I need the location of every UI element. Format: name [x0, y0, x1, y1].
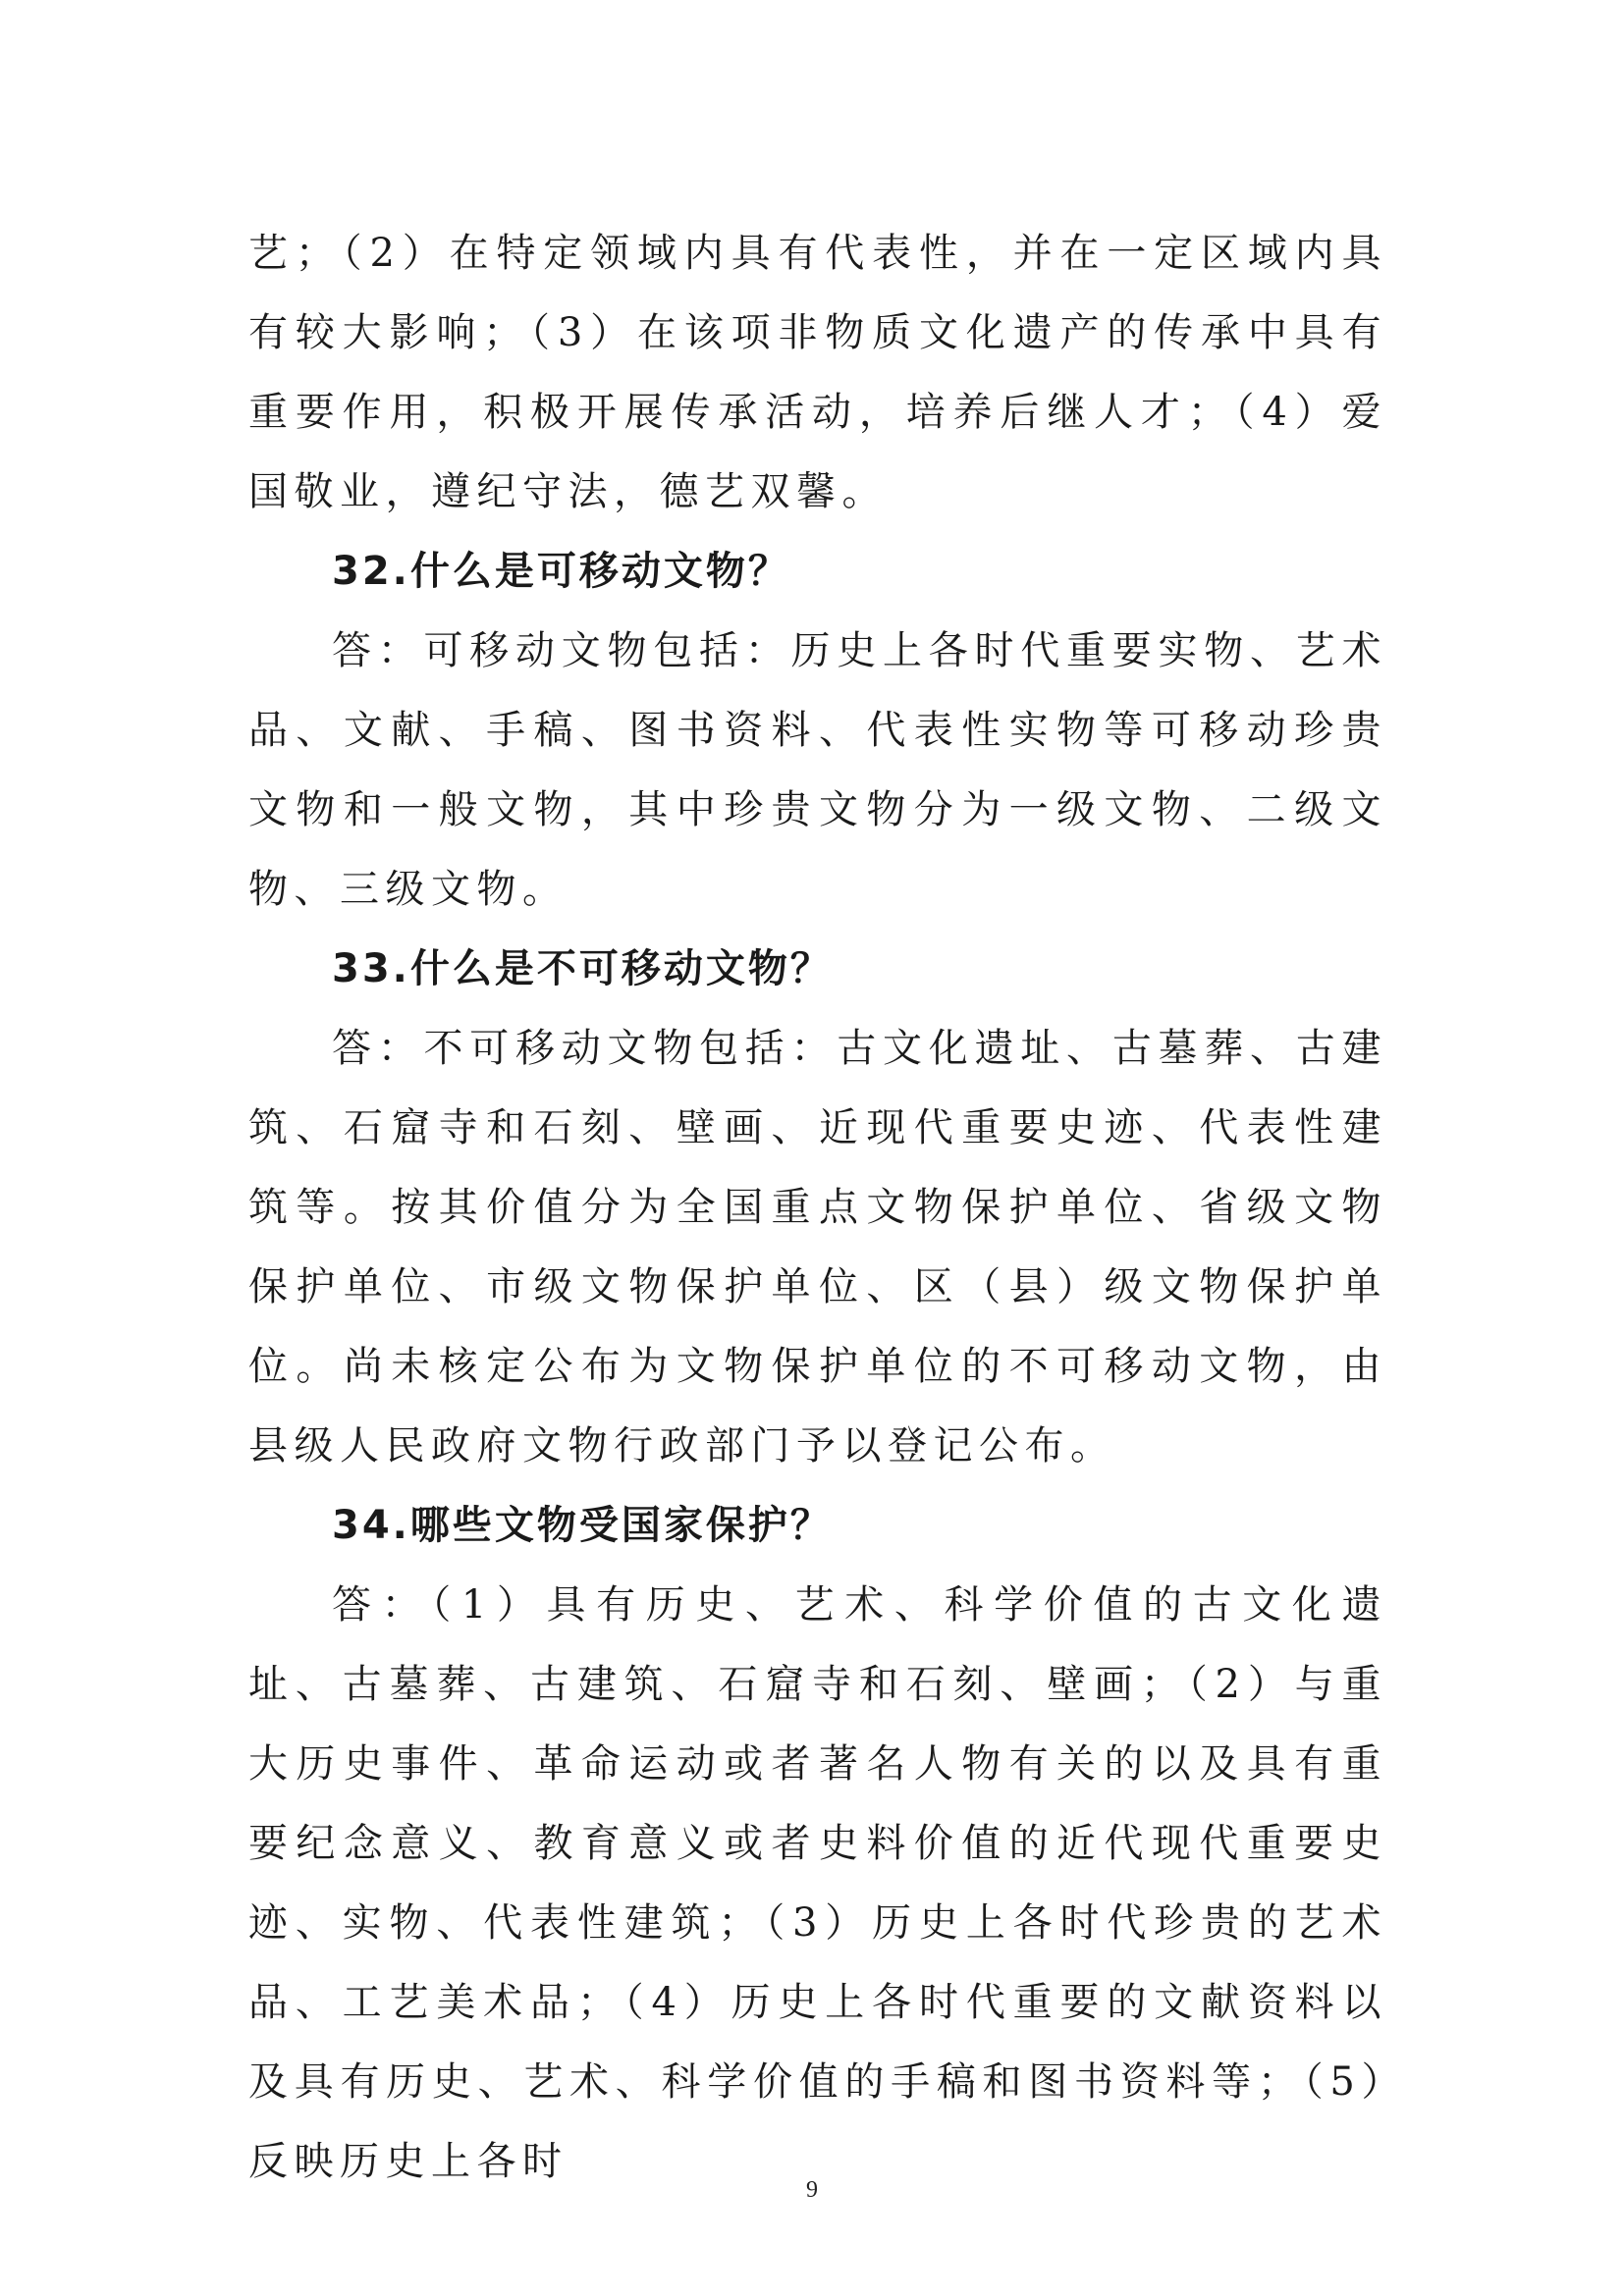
question-heading-34: 34.哪些文物受国家保护？	[332, 1503, 833, 1548]
question-heading-32: 32.什么是可移动文物？	[332, 549, 790, 594]
document-body	[248, 214, 1387, 2202]
question-heading-33: 33.什么是不可移动文物？	[332, 946, 833, 991]
answer-paragraph-34: 答：（1）具有历史、艺术、科学价值的古文化遗址、古墓葬、古建筑、石窟寺和石刻、壁画；（2）与重大历史事件、革命运动或者著名人物有关的以及具有重要纪念意义、教育意义或者史料价值的近代现代重要史迹、实物、代表性建筑；（3）历史上各时代珍贵的艺术品、工艺美术品；（4）历史上各时代重要的文献资料以及具有历史、艺术、科学价值的手稿和图书资料等；（5）反映历史上各时	[248, 1582, 1387, 2184]
page-number: 9	[806, 2177, 818, 2203]
answer-paragraph-32: 答：可移动文物包括：历史上各时代重要实物、艺术品、文献、手稿、图书资料、代表性实物等可移动珍贵文物和一般文物，其中珍贵文物分为一级文物、二级文物、三级文物。	[248, 628, 1387, 912]
answer-paragraph-33: 答：不可移动文物包括：古文化遗址、古墓葬、古建筑、石窟寺和石刻、壁画、近现代重要史迹、代表性建筑等。按其价值分为全国重点文物保护单位、省级文物保护单位、市级文物保护单位、区（县）级文物保护单位。尚未核定公布为文物保护单位的不可移动文物，由县级人民政府文物行政部门予以登记公布。	[248, 1026, 1387, 1468]
paragraph-continuation: 艺；（2）在特定领域内具有代表性，并在一定区域内具有较大影响；（3）在该项非物质文化遗产的传承中具有重要作用，积极开展传承活动，培养后继人才；（4）爱国敬业，遵纪守法，德艺双馨。	[248, 231, 1387, 514]
